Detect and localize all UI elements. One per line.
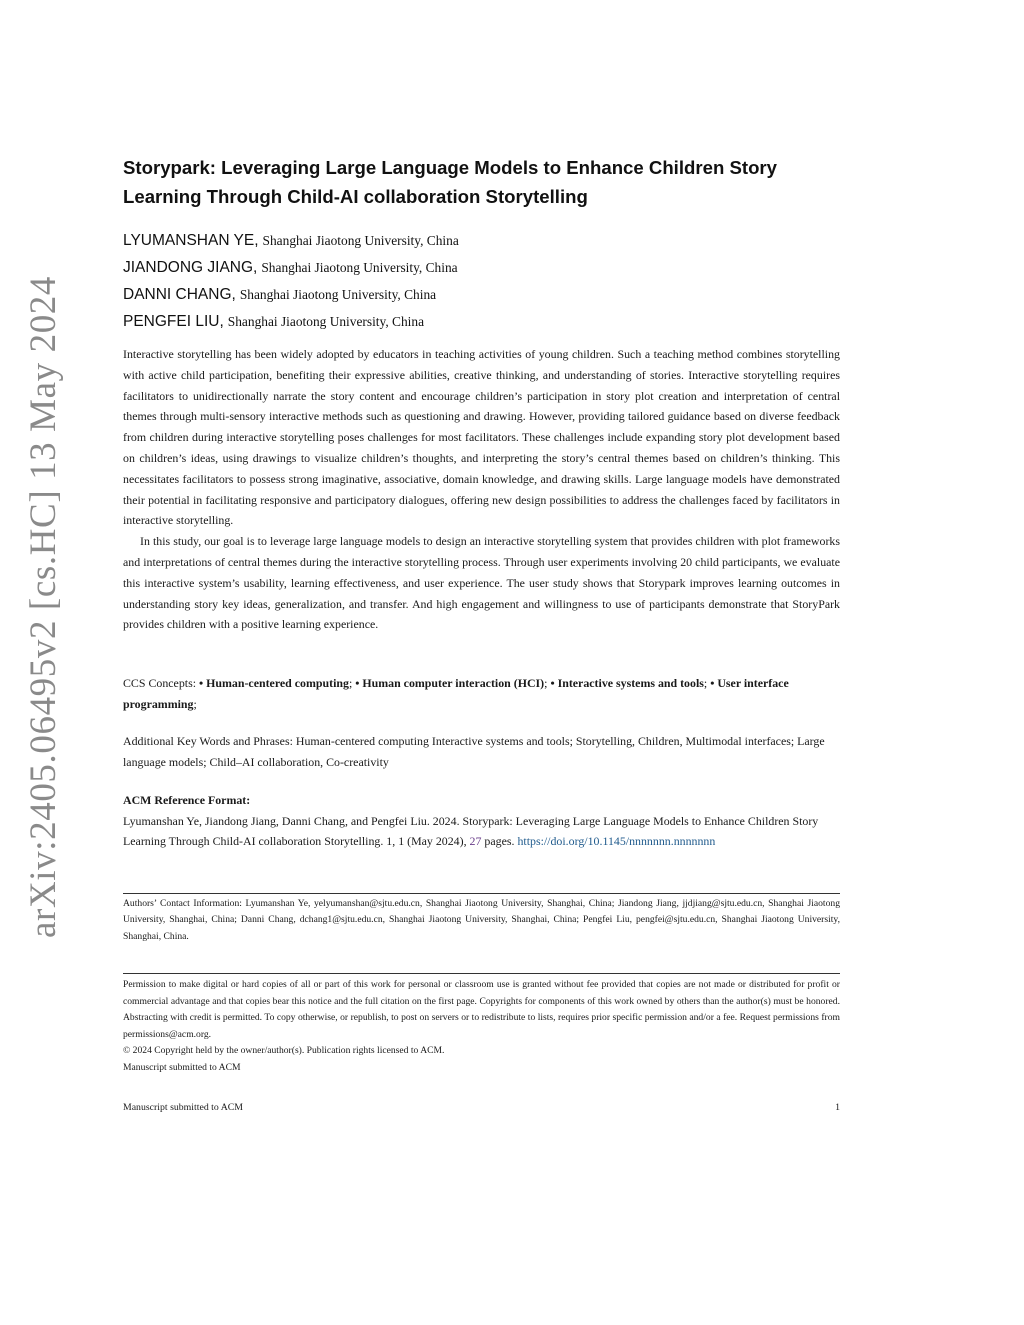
author-affiliation: Shanghai Jiaotong University, China [227, 314, 425, 329]
doi-link[interactable]: https://doi.org/10.1145/nnnnnnn.nnnnnnn [517, 834, 716, 848]
ccs-item: • Interactive systems and tools [550, 676, 704, 690]
ccs-separator: ; [703, 676, 708, 690]
author-affiliation: Shanghai Jiaotong University, China [261, 260, 458, 275]
ccs-label: CCS Concepts: [123, 676, 197, 690]
ccs-separator: ; [544, 676, 548, 690]
ccs-concepts [123, 673, 840, 714]
paper-title: Storypark: Leveraging Large Language Models to Enhance Children Story Learning Through Child-AI collaboration Storytelling [123, 157, 778, 207]
ccs-item: • Human-centered computing [199, 676, 349, 690]
arxiv-watermark: arXiv:2405.06495v2 [cs.HC] 13 May 2024 [23, 275, 64, 938]
page-footer [123, 1101, 840, 1115]
author-name: DANNI CHANG, [123, 286, 236, 303]
keywords: Additional Key Words and Phrases: Human-centered computing Interactive systems and tools; Storytelling, Children, Multimodal interfaces; Large language models; Child–AI collaboration, Co-creativity [123, 734, 825, 769]
page-count-link[interactable]: 27 [469, 834, 482, 848]
author-name: PENGFEI LIU, [123, 313, 224, 330]
author-entry [123, 254, 840, 281]
copyright-line: © 2024 Copyright held by the owner/author(s). Publication rights licensed to ACM. [123, 1045, 445, 1057]
ccs-item: • User interface programming [123, 676, 789, 711]
acm-reference [123, 790, 840, 852]
author-entry [123, 227, 840, 254]
divider [123, 893, 840, 894]
author-contact-information: Authors’ Contact Information: Lyumanshan Ye, yelyumanshan@sjtu.edu.cn, Shanghai Jiaotong University, Shanghai, China; Jiandong Jiang, jjdjiang@sjtu.edu.cn, Shanghai Jiaotong University, Shanghai, China; Danni Chang, dchang1@sjtu.edu.cn, Shanghai Jiaotong University, Shanghai, China; Pengfei Liu, pengfei@sjtu.edu.cn, Shanghai Jiaotong University, Shanghai, China. [123, 898, 840, 942]
ccs-item: • Human computer interaction (HCI) [355, 676, 545, 690]
author-name: JIANDONG JIANG, [123, 259, 258, 276]
abstract [123, 344, 840, 635]
footer-left: Manuscript submitted to ACM [123, 1102, 244, 1113]
page-number: 1 [835, 1102, 840, 1113]
pages-suffix: pages. [484, 834, 515, 848]
author-affiliation: Shanghai Jiaotong University, China [239, 287, 437, 302]
author-name: LYUMANSHAN YE, [123, 232, 259, 249]
acm-reference-text: Lyumanshan Ye, Jiandong Jiang, Danni Chang, and Pengfei Liu. 2024. Storypark: Leveraging Large Language Models to Enhance Children Story Learning Through Child-AI collaboration Storytelling. 1, 1 (May 2024), [123, 813, 819, 848]
author-list [123, 227, 840, 335]
manuscript-line: Manuscript submitted to ACM [123, 1061, 241, 1073]
author-affiliation: Shanghai Jiaotong University, China [262, 233, 459, 248]
permission-notice [123, 977, 840, 1077]
author-entry [123, 281, 840, 308]
author-entry [123, 308, 840, 335]
abstract-paragraph-1: Interactive storytelling has been widely adopted by educators in teaching activities of young children. Such a teaching method combines storytelling with active child participation, benefiting their expressive abilities, creative thinking, and understanding of stories. Interactive storytelling requires facilitators to unidirectionally narrate the story content and encourage children’s participation in story plot creation and interpretation of central themes through multi-sensory interactive methods such as questioning and drawing. However, providing tailored guidance based on diverse feedback from children during interactive storytelling poses challenges for most facilitators. These challenges include expanding story plot development based on children’s ideas, using drawings to visualize children’s thoughts, and interpreting the story’s central themes based on children’s thinking. This necessitates facilitators to possess strong imaginative, associative, domain knowledge, and drawing skills. Large language models have demonstrated their potential in facilitating responsive and participatory dialogues, offering new design possibilities to address the challenges faced by facilitators in interactive storytelling. [123, 347, 840, 528]
ccs-separator: ; [348, 676, 353, 690]
divider [123, 973, 840, 974]
acm-reference-heading: ACM Reference Format: [123, 793, 251, 807]
acm-reference-body [123, 811, 840, 852]
ccs-end: ; [193, 696, 197, 711]
permission-text: Permission to make digital or hard copies of all or part of this work for personal or classroom use is granted without fee provided that copies are not made or distributed for profit or commercial advantage and that copies bear this notice and the full citation on the first page. Copyrights for components of this work owned by others than the author(s) must be honored. Abstracting with credit is permitted. To copy otherwise, or republish, to post on servers or to redistribute to lists, requires prior specific permission and/or a fee. Request permissions from permissions@acm.org. [123, 979, 840, 1040]
abstract-paragraph-2: In this study, our goal is to leverage large language models to design an interactive storytelling system that provides children with plot frameworks and interpretations of central themes during the interactive storytelling process. Through user experiments involving 20 child participants, we evaluate this interactive system’s usability, learning effectiveness, and user experience. The user study shows that Storypark improves learning outcomes in understanding story key ideas, generalization, and transfer. And high engagement and willingness to use of participants demonstrate that StoryPark provides children with a positive learning experience. [123, 534, 840, 632]
